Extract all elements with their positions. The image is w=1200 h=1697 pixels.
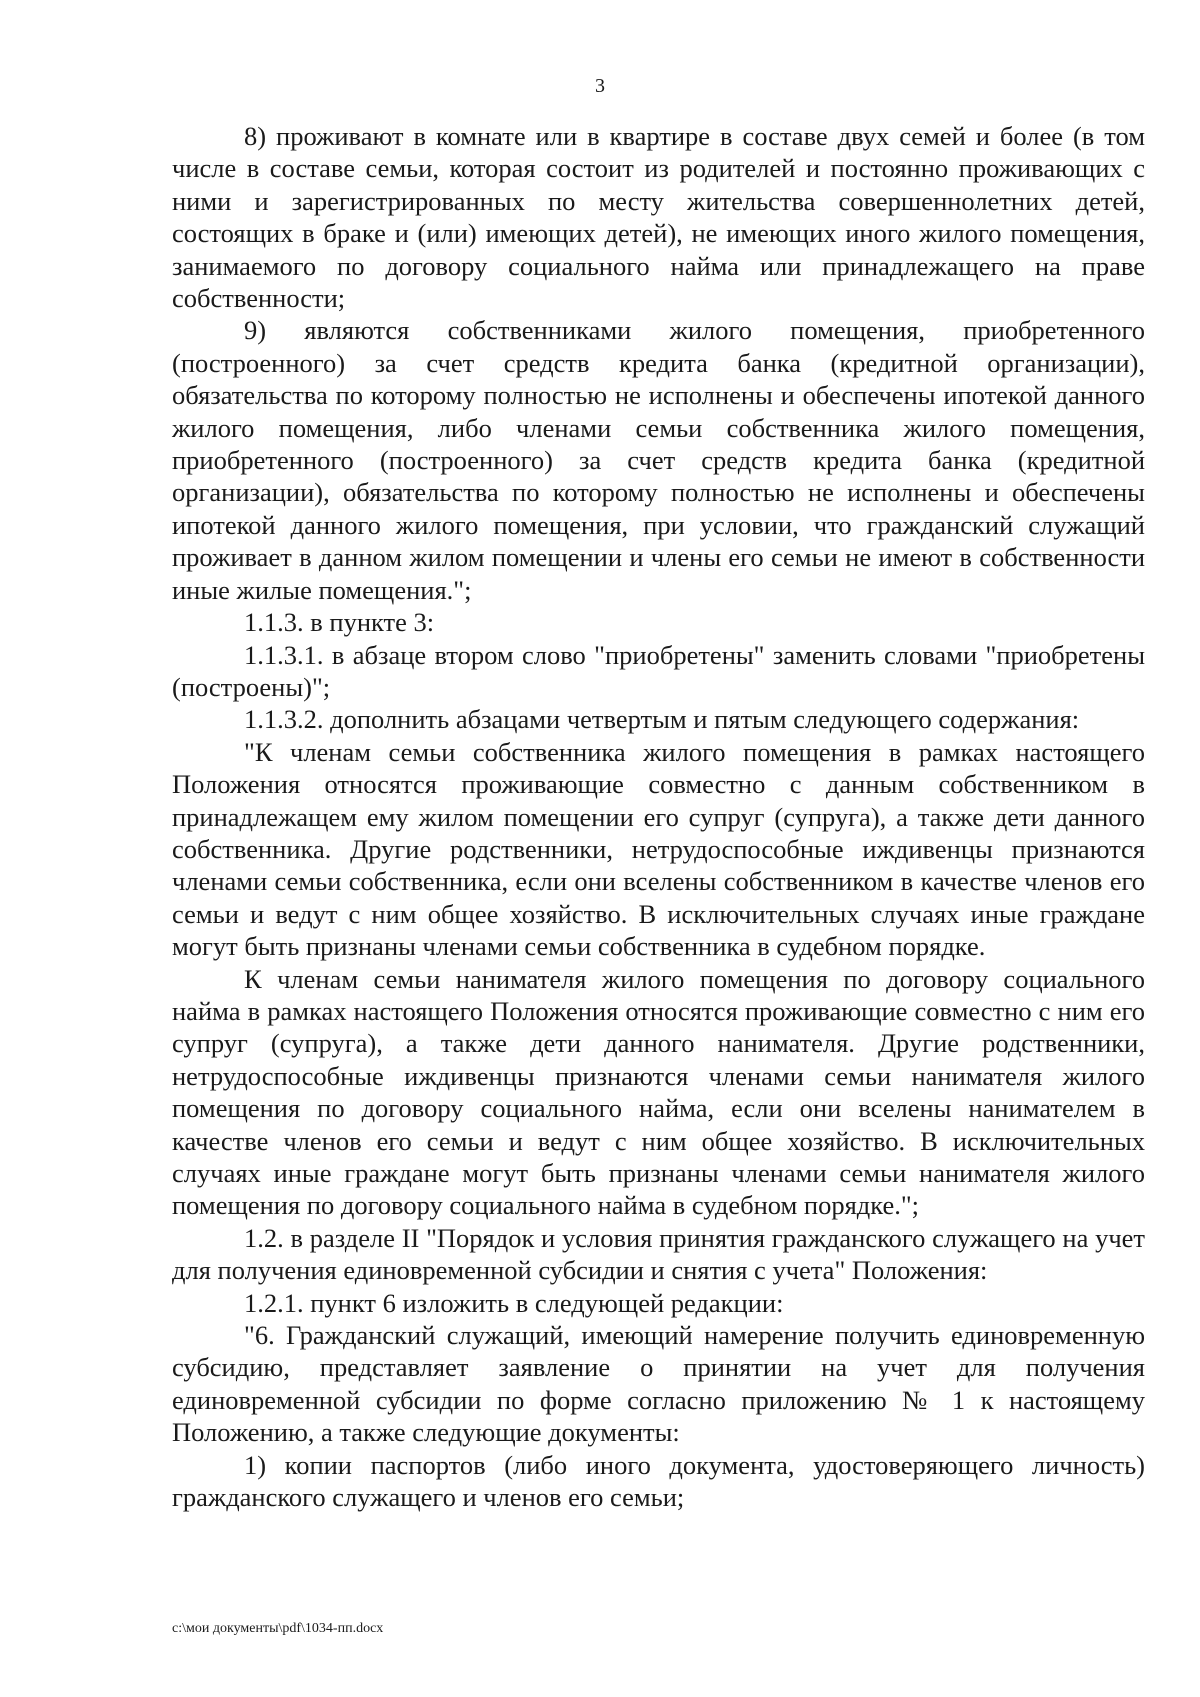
document-body xyxy=(172,120,1145,1513)
paragraph-point-6: "6. Гражданский служащий, имеющий намерение получить единовременную субсидию, представляет заявление о принятии на учет для получения единовременной субсидии по форме согласно приложению № 1 к настоящему Положению, а также следующие документы: xyxy=(172,1320,1145,1448)
paragraph-owner-family: "К членам семьи собственника жилого помещения в рамках настоящего Положения относятся проживающие совместно с данным собственником в принадлежащем ему жилом помещении его супруг (супруга), а также дети данного собственника. Другие родственники, нетрудоспособные иждивенцы признаются членами семьи собственника, если они вселены собственником в качестве членов его семьи и ведут с ним общее хозяйство. В исключительных случаях иные граждане могут быть признаны членами семьи собственника в судебном порядке. xyxy=(172,736,1145,962)
paragraph-1-2-1: 1.2.1. пункт 6 изложить в следующей редакции: xyxy=(244,1287,784,1318)
paragraph-1-1-3: 1.1.3. в пункте 3: xyxy=(244,607,435,638)
paragraph-docs-item-1: 1) копии паспортов (либо иного документа, удостоверяющего личность) гражданского служащего и членов его семьи; xyxy=(172,1449,1145,1513)
paragraph-1-1-3-2: 1.1.3.2. дополнить абзацами четвертым и пятым следующего содержания: xyxy=(244,704,1080,735)
paragraph-1-2: 1.2. в разделе II "Порядок и условия принятия гражданского служащего на учет для получения единовременной субсидии и снятия с учета" Положения: xyxy=(172,1222,1145,1286)
paragraph-item-9: 9) являются собственниками жилого помещения, приобретенного (построенного) за счет средств кредита банка (кредитной организации), обязательства по которому полностью не исполнены и обеспечены ипотекой данного жилого помещения, либо членами семьи собственника жилого помещения, приобретенного (построенного) за счет средств кредита банка (кредитной организации), обязательства по которому полностью не исполнены и обеспечены ипотекой данного жилого помещения, при условии, что гражданский служащий проживает в данном жилом помещении и члены его семьи не имеют в собственности иные жилые помещения."; xyxy=(172,315,1145,605)
footer-file-path: c:\мои документы\pdf\1034-пп.docx xyxy=(172,1621,384,1636)
paragraph-item-8: 8) проживают в комнате или в квартире в составе двух семей и более (в том числе в составе семьи, которая состоит из родителей и постоянно проживающих с ними и зарегистрированных по месту жительства совершеннолетних детей, состоящих в браке и (или) имеющих детей), не имеющих иного жилого помещения, занимаемого по договору социального найма или принадлежащего на праве собственности; xyxy=(172,121,1145,314)
page-number: 3 xyxy=(595,75,605,97)
paragraph-1-1-3-1: 1.1.3.1. в абзаце втором слово "приобретены" заменить словами "приобретены (построены)"; xyxy=(172,639,1145,702)
paragraph-tenant-family: К членам семьи нанимателя жилого помещения по договору социального найма в рамках настоящего Положения относятся проживающие совместно с ним его супруг (супруга), а также дети данного нанимателя. Другие родственники, нетрудоспособные иждивенцы признаются членами семьи нанимателя жилого помещения по договору социального найма, если они вселены нанимателем в качестве членов его семьи и ведут с ним общее хозяйство. В исключительных случаях иные граждане могут быть признаны членами семьи нанимателя жилого помещения по договору социального найма в судебном порядке."; xyxy=(172,963,1145,1221)
